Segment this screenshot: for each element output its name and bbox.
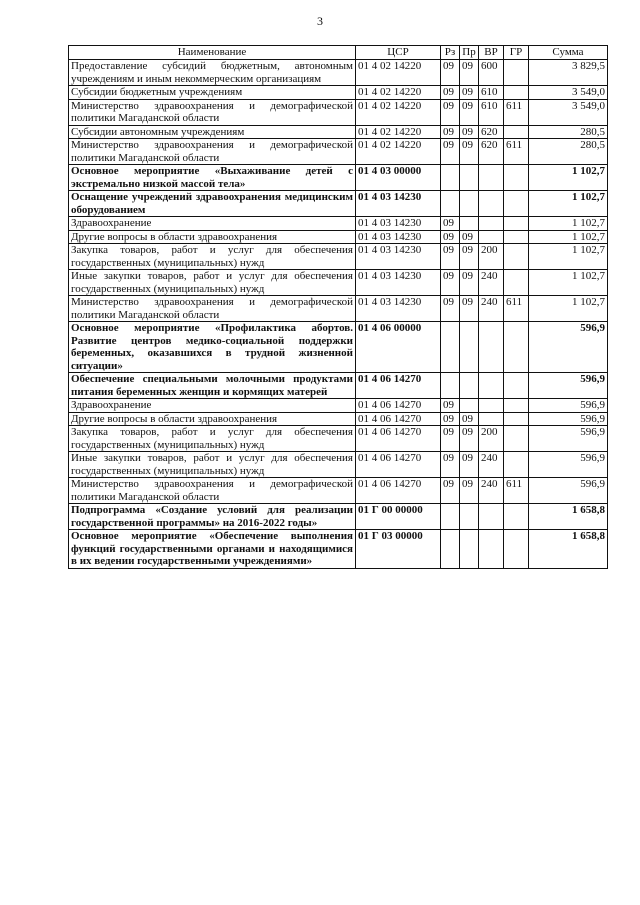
cell-csr: 01 4 06 14270 (356, 478, 441, 504)
cell-csr: 01 4 03 14230 (356, 296, 441, 322)
cell-csr: 01 4 06 14270 (356, 452, 441, 478)
cell-sum: 1 102,7 (529, 230, 608, 244)
cell-vr: 240 (479, 296, 504, 322)
cell-vr (479, 530, 504, 569)
cell-pr: 09 (460, 452, 479, 478)
cell-gr: 611 (504, 99, 529, 125)
cell-name: Предоставление субсидий бюджетным, автономным учреждениям и иным некоммерческим организациям (69, 60, 356, 86)
cell-vr (479, 217, 504, 231)
cell-name: Министерство здравоохранения и демографической политики Магаданской области (69, 139, 356, 165)
cell-gr (504, 504, 529, 530)
table-row (69, 412, 608, 426)
cell-csr: 01 4 06 14270 (356, 426, 441, 452)
cell-gr (504, 165, 529, 191)
cell-sum: 1 658,8 (529, 504, 608, 530)
cell-csr: 01 4 02 14220 (356, 86, 441, 100)
cell-gr: 611 (504, 296, 529, 322)
cell-pr: 09 (460, 139, 479, 165)
table-row (69, 530, 608, 569)
cell-csr: 01 4 02 14220 (356, 99, 441, 125)
cell-vr (479, 504, 504, 530)
cell-pr: 09 (460, 412, 479, 426)
cell-pr (460, 165, 479, 191)
cell-csr: 01 4 06 14270 (356, 412, 441, 426)
cell-rz: 09 (441, 217, 460, 231)
cell-sum: 280,5 (529, 125, 608, 139)
cell-csr: 01 4 06 00000 (356, 322, 441, 373)
cell-name: Обеспечение специальными молочными продуктами питания беременных женщин и кормящих матерей (69, 373, 356, 399)
cell-rz: 09 (441, 452, 460, 478)
cell-name: Закупка товаров, работ и услуг для обеспечения государственных (муниципальных) нужд (69, 244, 356, 270)
table-row (69, 296, 608, 322)
cell-pr: 09 (460, 270, 479, 296)
cell-csr: 01 4 02 14220 (356, 60, 441, 86)
cell-gr: 611 (504, 139, 529, 165)
header-name: Наименование (69, 46, 356, 60)
cell-vr: 240 (479, 478, 504, 504)
table-body (69, 60, 608, 569)
cell-pr: 09 (460, 86, 479, 100)
cell-pr (460, 399, 479, 413)
cell-vr: 200 (479, 244, 504, 270)
cell-gr (504, 452, 529, 478)
cell-vr: 240 (479, 452, 504, 478)
header-vr: ВР (479, 46, 504, 60)
cell-rz (441, 191, 460, 217)
cell-sum: 3 549,0 (529, 99, 608, 125)
cell-sum: 596,9 (529, 373, 608, 399)
cell-vr (479, 399, 504, 413)
table-row (69, 165, 608, 191)
cell-rz: 09 (441, 99, 460, 125)
cell-rz: 09 (441, 412, 460, 426)
cell-sum: 3 829,5 (529, 60, 608, 86)
cell-gr: 611 (504, 478, 529, 504)
cell-name: Основное мероприятие «Выхаживание детей с экстремально низкой массой тела» (69, 165, 356, 191)
cell-pr: 09 (460, 426, 479, 452)
header-csr: ЦСР (356, 46, 441, 60)
cell-rz: 09 (441, 399, 460, 413)
cell-gr (504, 322, 529, 373)
table-row (69, 452, 608, 478)
table-header-row (69, 46, 608, 60)
cell-csr: 01 4 02 14220 (356, 139, 441, 165)
cell-sum: 596,9 (529, 478, 608, 504)
cell-name: Министерство здравоохранения и демографической политики Магаданской области (69, 296, 356, 322)
cell-name: Субсидии бюджетным учреждениям (69, 86, 356, 100)
table-row (69, 230, 608, 244)
cell-pr: 09 (460, 230, 479, 244)
page-number: 3 (317, 14, 323, 28)
table-row (69, 217, 608, 231)
cell-rz: 09 (441, 270, 460, 296)
cell-gr (504, 426, 529, 452)
cell-rz: 09 (441, 125, 460, 139)
cell-pr: 09 (460, 125, 479, 139)
cell-csr: 01 4 03 00000 (356, 165, 441, 191)
cell-name: Другие вопросы в области здравоохранения (69, 230, 356, 244)
cell-csr: 01 4 03 14230 (356, 244, 441, 270)
cell-vr (479, 322, 504, 373)
cell-name: Подпрограмма «Создание условий для реализации государственной программы» на 2016-2022 годы» (69, 504, 356, 530)
cell-csr: 01 4 03 14230 (356, 217, 441, 231)
cell-vr: 240 (479, 270, 504, 296)
cell-gr (504, 373, 529, 399)
table-row (69, 426, 608, 452)
cell-pr (460, 373, 479, 399)
cell-sum: 1 102,7 (529, 217, 608, 231)
cell-gr (504, 412, 529, 426)
header-rz: Рз (441, 46, 460, 60)
table-row (69, 373, 608, 399)
cell-sum: 596,9 (529, 426, 608, 452)
cell-rz: 09 (441, 230, 460, 244)
cell-vr: 200 (479, 426, 504, 452)
table-row (69, 322, 608, 373)
header-sum: Сумма (529, 46, 608, 60)
table-row (69, 504, 608, 530)
cell-sum: 1 102,7 (529, 270, 608, 296)
cell-rz (441, 504, 460, 530)
cell-sum: 596,9 (529, 452, 608, 478)
cell-sum: 3 549,0 (529, 86, 608, 100)
cell-gr (504, 191, 529, 217)
cell-vr (479, 373, 504, 399)
cell-rz: 09 (441, 244, 460, 270)
cell-gr (504, 230, 529, 244)
cell-gr (504, 60, 529, 86)
cell-csr: 01 4 03 14230 (356, 230, 441, 244)
cell-vr: 620 (479, 125, 504, 139)
cell-sum: 1 102,7 (529, 191, 608, 217)
cell-name: Иные закупки товаров, работ и услуг для обеспечения государственных (муниципальных) нужд (69, 452, 356, 478)
cell-sum: 596,9 (529, 322, 608, 373)
cell-rz (441, 373, 460, 399)
cell-rz: 09 (441, 296, 460, 322)
cell-pr: 09 (460, 478, 479, 504)
table-row (69, 399, 608, 413)
cell-name: Основное мероприятие «Обеспечение выполнения функций государственными органами и находящимися в их ведении государственными учреждениями» (69, 530, 356, 569)
cell-csr: 01 Г 03 00000 (356, 530, 441, 569)
cell-rz: 09 (441, 478, 460, 504)
table-row (69, 244, 608, 270)
cell-vr: 600 (479, 60, 504, 86)
cell-rz: 09 (441, 60, 460, 86)
cell-sum: 1 102,7 (529, 244, 608, 270)
cell-sum: 1 658,8 (529, 530, 608, 569)
cell-pr (460, 504, 479, 530)
cell-gr (504, 125, 529, 139)
cell-vr: 610 (479, 86, 504, 100)
cell-csr: 01 4 06 14270 (356, 399, 441, 413)
cell-pr (460, 322, 479, 373)
cell-pr: 09 (460, 60, 479, 86)
cell-name: Здравоохранение (69, 217, 356, 231)
cell-rz (441, 165, 460, 191)
cell-pr: 09 (460, 296, 479, 322)
cell-name: Министерство здравоохранения и демографической политики Магаданской области (69, 478, 356, 504)
cell-gr (504, 86, 529, 100)
cell-rz: 09 (441, 139, 460, 165)
cell-sum: 596,9 (529, 399, 608, 413)
cell-name: Другие вопросы в области здравоохранения (69, 412, 356, 426)
cell-vr: 610 (479, 99, 504, 125)
table-row (69, 99, 608, 125)
cell-pr (460, 217, 479, 231)
cell-sum: 1 102,7 (529, 296, 608, 322)
table-row (69, 139, 608, 165)
cell-csr: 01 4 02 14220 (356, 125, 441, 139)
cell-vr (479, 191, 504, 217)
cell-gr (504, 530, 529, 569)
cell-vr (479, 412, 504, 426)
table-row (69, 270, 608, 296)
cell-sum: 596,9 (529, 412, 608, 426)
cell-name: Здравоохранение (69, 399, 356, 413)
budget-table (68, 45, 608, 569)
cell-gr (504, 244, 529, 270)
cell-name: Министерство здравоохранения и демографической политики Магаданской области (69, 99, 356, 125)
table-row (69, 191, 608, 217)
cell-rz (441, 530, 460, 569)
header-gr: ГР (504, 46, 529, 60)
cell-name: Основное мероприятие «Профилактика абортов. Развитие центров медико-социальной поддержки беременных, оказавшихся в трудной жизненной ситуации» (69, 322, 356, 373)
cell-csr: 01 4 03 14230 (356, 270, 441, 296)
cell-vr: 620 (479, 139, 504, 165)
cell-pr: 09 (460, 99, 479, 125)
cell-csr: 01 4 03 14230 (356, 191, 441, 217)
cell-name: Субсидии автономным учреждениям (69, 125, 356, 139)
cell-rz (441, 322, 460, 373)
cell-pr: 09 (460, 244, 479, 270)
table-row (69, 478, 608, 504)
cell-csr: 01 Г 00 00000 (356, 504, 441, 530)
cell-gr (504, 270, 529, 296)
table-row (69, 86, 608, 100)
cell-rz: 09 (441, 426, 460, 452)
table-row (69, 125, 608, 139)
cell-vr (479, 230, 504, 244)
cell-gr (504, 399, 529, 413)
cell-pr (460, 530, 479, 569)
cell-sum: 1 102,7 (529, 165, 608, 191)
cell-pr (460, 191, 479, 217)
header-pr: Пр (460, 46, 479, 60)
cell-sum: 280,5 (529, 139, 608, 165)
cell-name: Закупка товаров, работ и услуг для обеспечения государственных (муниципальных) нужд (69, 426, 356, 452)
cell-rz: 09 (441, 86, 460, 100)
cell-name: Иные закупки товаров, работ и услуг для обеспечения государственных (муниципальных) нужд (69, 270, 356, 296)
cell-vr (479, 165, 504, 191)
cell-gr (504, 217, 529, 231)
cell-csr: 01 4 06 14270 (356, 373, 441, 399)
cell-name: Оснащение учреждений здравоохранения медицинским оборудованием (69, 191, 356, 217)
table-row (69, 60, 608, 86)
